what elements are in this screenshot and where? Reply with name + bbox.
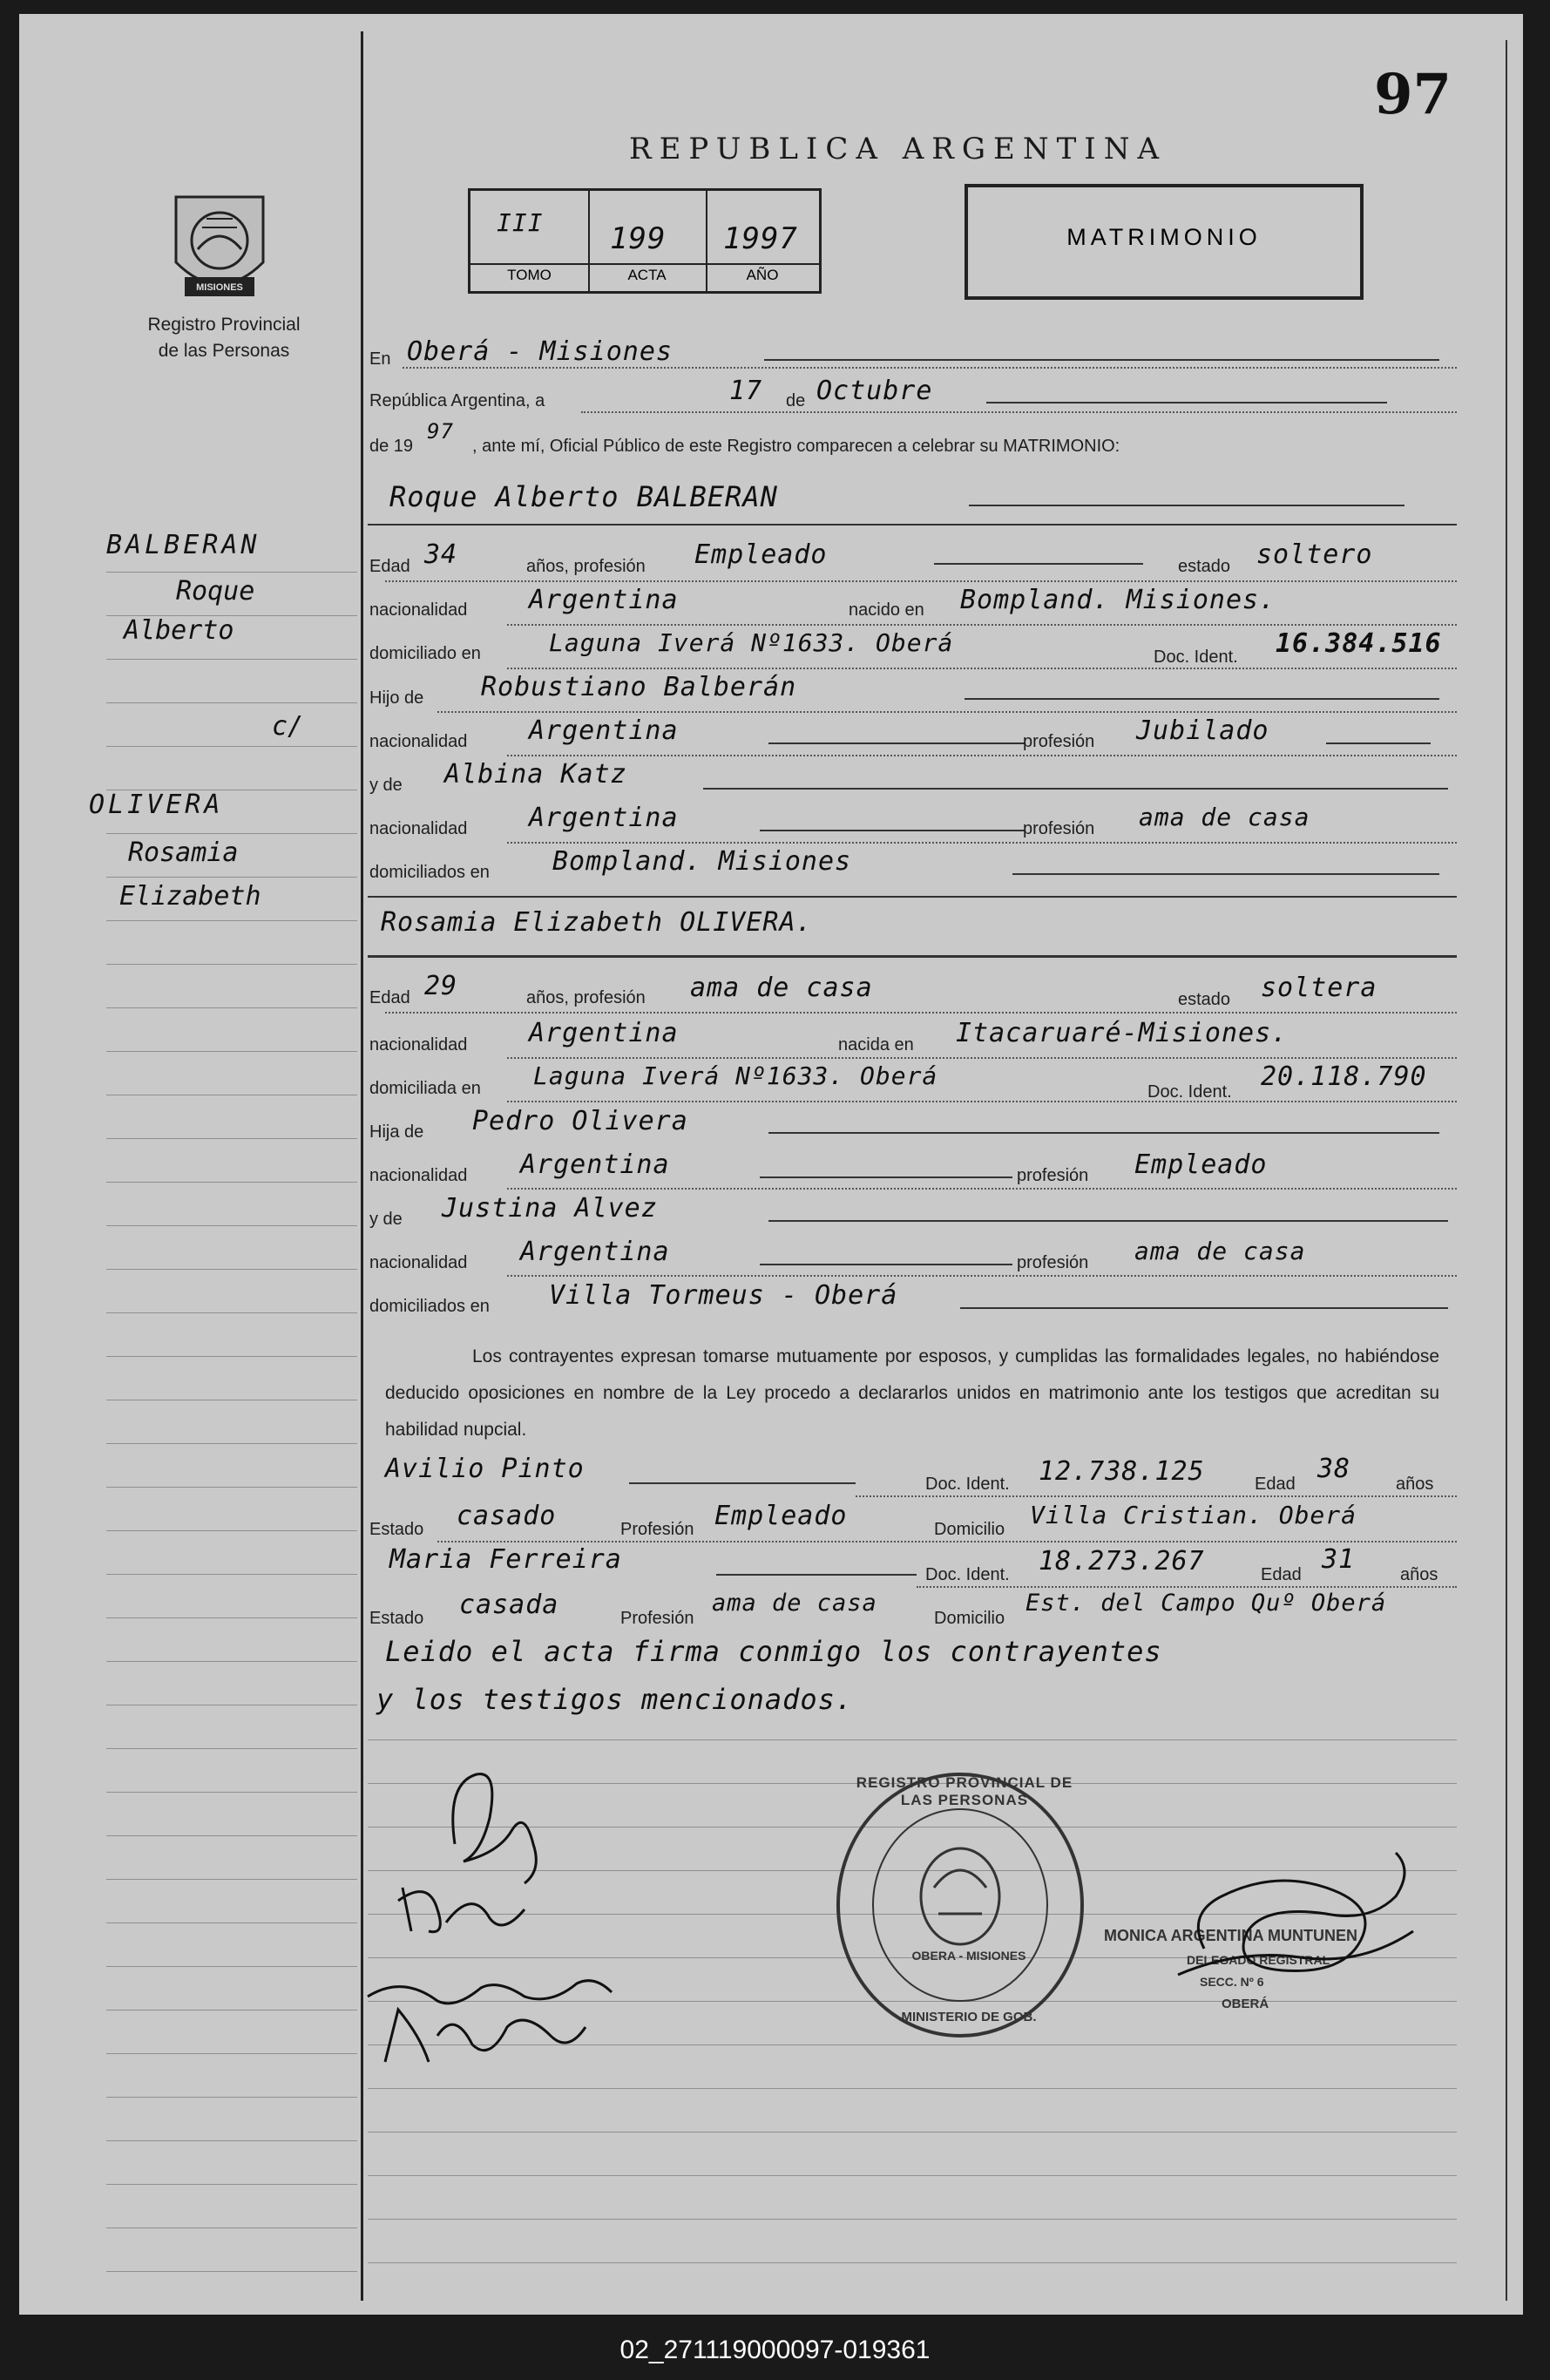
month-line [986, 402, 1387, 403]
groom-doc-label: Doc. Ident. [1154, 648, 1238, 667]
witness1-status: casado [457, 1501, 557, 1531]
groom-nationality: Argentina [529, 585, 679, 615]
witness1-age: 38 [1317, 1454, 1351, 1484]
witness1-anos-label: años [1396, 1475, 1434, 1494]
official-section: SECC. Nº 6 [1200, 1975, 1264, 1989]
bride-mother-nationality: Argentina [520, 1237, 670, 1267]
bride-profession: ama de casa [690, 973, 873, 1003]
signature-scribbles [350, 1748, 681, 2114]
sidebar-ruled-line [106, 2227, 357, 2228]
document-page [19, 14, 1523, 2315]
declaration-text: Los contrayentes expresan tomarse mutuamente por esposos, y cumplidas las formalidades legales, no habiéndose deducido oposiciones en nombre de la Ley procedo a declararlos unidos en matrimonio ante los testigos que acreditan su habilidad nupcial. [385, 1346, 1439, 1440]
round-seal-bottom: MINISTERIO DE GOB. [901, 2010, 1037, 2024]
year-prefix-label: de 19 [369, 437, 414, 456]
witness2-anos-label: años [1400, 1565, 1438, 1584]
sidebar-wife-surname: OLIVERA [89, 790, 224, 820]
bride-mother-profesion-label: profesión [1017, 1253, 1089, 1272]
official-name: MONICA ARGENTINA MUNTUNEN [1104, 1927, 1357, 1944]
sidebar-husband-given1: Roque [176, 576, 255, 607]
bride-mother-profession: ama de casa [1134, 1237, 1306, 1265]
marriage-day: 17 [729, 376, 763, 406]
groom-hijo-label: Hijo de [369, 688, 424, 708]
sidebar-ruled-line [106, 1051, 357, 1052]
witness2-name: Maria Ferreira [389, 1544, 622, 1575]
sidebar-ruled-line [106, 1269, 357, 1270]
bride-section-rule [368, 955, 1457, 958]
sidebar-ruled-line [106, 1617, 357, 1618]
bride-address: Laguna Iverá Nº1633. Oberá [533, 1061, 938, 1090]
bride-doc: 20.118.790 [1261, 1061, 1427, 1092]
bride-nationality: Argentina [529, 1018, 679, 1048]
witness2-address: Est. del Campo Quº Oberá [1025, 1590, 1387, 1617]
witness1-doc: 12.738.125 [1039, 1456, 1205, 1487]
sidebar-ruled-line [106, 2097, 357, 2098]
bride-nacida-label: nacida en [838, 1035, 914, 1054]
w1-row2-dots [437, 1541, 1457, 1543]
sidebar-ruled-line [106, 1748, 357, 1749]
bf-nat-line [760, 1176, 1012, 1178]
gparents-line [1012, 873, 1439, 875]
groom-name-line [969, 505, 1404, 506]
w2-dots [917, 1586, 1457, 1588]
page-number: 97 [1374, 62, 1452, 127]
sidebar-ruled-line [106, 1443, 357, 1444]
sidebar-ruled-line [106, 920, 357, 921]
witness1-domicilio-label: Domicilio [934, 1520, 1005, 1539]
witness2-age: 31 [1322, 1544, 1356, 1575]
bride-row3-dots [507, 1101, 1457, 1102]
sidebar-ruled-line [106, 833, 357, 834]
bride-mother-nacionalidad-label: nacionalidad [369, 1253, 468, 1272]
groom-mother-profession: ama de casa [1139, 803, 1310, 831]
seal-label-bottom: MISIONES [196, 282, 243, 293]
groom-full-name: Roque Alberto BALBERAN [389, 480, 778, 513]
bride-father-profession: Empleado [1134, 1149, 1268, 1180]
sidebar-ruled-line [106, 1356, 357, 1357]
groom-edad-label: Edad [369, 557, 410, 576]
tomo-label: TOMO [507, 267, 552, 283]
bride-edad-label: Edad [369, 988, 410, 1007]
sidebar-ruled-line [106, 2184, 357, 2185]
registry-name-line1: Registro Provincial [147, 315, 301, 335]
bride-civil-status: soltera [1261, 973, 1377, 1003]
sidebar-ruled-line [106, 1225, 357, 1226]
bparents-line [960, 1307, 1448, 1309]
bride-row7-dots [507, 1275, 1457, 1277]
groom-profession: Empleado [694, 539, 828, 570]
bride-father-line [768, 1132, 1439, 1134]
groom-row1-dots [385, 580, 1457, 582]
bride-birthplace: Itacaruaré-Misiones. [956, 1018, 1289, 1048]
sidebar-connector: c/ [272, 711, 304, 742]
witness1-profession: Empleado [714, 1501, 848, 1531]
groom-doc: 16.384.516 [1276, 628, 1442, 659]
content-ruled-line [368, 2262, 1457, 2263]
gf-nat-line [768, 742, 1025, 744]
sidebar-ruled-line [106, 1007, 357, 1008]
groom-row3-dots [507, 668, 1457, 669]
country-title: REPUBLICA ARGENTINA [629, 132, 1168, 166]
closing-note-line1: Leido el acta firma conmigo los contrayentes [385, 1635, 1162, 1668]
witness1-estado-label: Estado [369, 1520, 424, 1539]
sidebar-ruled-line [106, 1835, 357, 1836]
de-label: de [786, 391, 806, 410]
official-city: OBERÁ [1222, 1997, 1269, 2011]
official-signature [1152, 1818, 1431, 2010]
witness1-name: Avilio Pinto [385, 1454, 585, 1484]
bride-doc-label: Doc. Ident. [1147, 1082, 1232, 1102]
sidebar-ruled-line [106, 2053, 357, 2054]
footer-code: 02_271119000097-019361 [619, 2336, 931, 2364]
bm-nat-line [760, 1264, 1012, 1265]
content-ruled-line [368, 2219, 1457, 2220]
bride-parents-address: Villa Tormeus - Oberá [549, 1280, 898, 1311]
registry-name-line2: de las Personas [158, 341, 290, 361]
bride-row2-dots [507, 1057, 1457, 1059]
bride-mother-line [768, 1220, 1448, 1222]
gm-nat-line [760, 830, 1025, 831]
closing-note-line2: y los testigos mencionados. [376, 1683, 854, 1716]
witness2-status: casada [459, 1590, 559, 1620]
bride-estado-label: estado [1178, 990, 1231, 1009]
gf-prof-line [1326, 742, 1431, 744]
page-right-border [1506, 40, 1507, 2301]
official-title: DELEGADO REGISTRAL [1187, 1953, 1330, 1967]
witness2-doc-label: Doc. Ident. [925, 1565, 1010, 1584]
sidebar-ruled-line [106, 1966, 357, 1967]
sidebar-ruled-line [106, 1792, 357, 1793]
w2-name-line [716, 1574, 917, 1576]
sidebar-ruled-line [106, 964, 357, 965]
bride-father: Pedro Olivera [472, 1106, 688, 1136]
bride-row5-dots [507, 1188, 1457, 1190]
anio-label: AÑO [746, 267, 779, 283]
sidebar-ruled-line [106, 702, 357, 703]
bride-section-top [368, 896, 1457, 898]
sidebar-ruled-line [106, 1487, 357, 1488]
sidebar-ruled-line [106, 572, 357, 573]
groom-parents-address: Bompland. Misiones [552, 846, 852, 877]
sidebar-ruled-line [106, 2271, 357, 2272]
groom-row5-dots [507, 755, 1457, 756]
sidebar-wife-given1: Rosamia [128, 837, 239, 868]
bride-domiciliada-label: domiciliada en [369, 1079, 481, 1098]
groom-father: Robustiano Balberán [481, 672, 797, 702]
content-ruled-line [368, 2175, 1457, 2176]
en-label: En [369, 349, 391, 369]
bride-domiciliados-label: domiciliados en [369, 1297, 490, 1316]
bride-hija-label: Hija de [369, 1122, 424, 1142]
republica-dotline [581, 411, 1457, 413]
groom-father-profesion-label: profesión [1023, 732, 1095, 751]
groom-estado-label: estado [1178, 557, 1231, 576]
sidebar-ruled-line [106, 1182, 357, 1183]
bride-father-nacionalidad-label: nacionalidad [369, 1166, 468, 1185]
sidebar-ruled-line [106, 1879, 357, 1880]
bride-age: 29 [424, 971, 458, 1001]
father-line [965, 698, 1439, 700]
sidebar-ruled-line [106, 1530, 357, 1531]
groom-nacido-label: nacido en [849, 600, 924, 620]
groom-mother-profesion-label: profesión [1023, 819, 1095, 838]
bride-nacionalidad-label: nacionalidad [369, 1035, 468, 1054]
content-ruled-line [368, 2132, 1457, 2133]
bride-anos-profesion-label: años, profesión [526, 988, 646, 1007]
place-line [764, 359, 1439, 361]
mother-line [703, 788, 1448, 790]
witness2-doc: 18.273.267 [1039, 1546, 1205, 1576]
groom-civil-status: soltero [1256, 539, 1373, 570]
acta-value: 199 [610, 221, 667, 256]
record-index-box [468, 188, 822, 294]
groom-address: Laguna Iverá Nº1633. Oberá [549, 628, 954, 657]
bride-mother: Justina Alvez [442, 1193, 658, 1224]
groom-mother-nationality: Argentina [529, 803, 679, 833]
w1-dots [856, 1495, 1457, 1497]
sidebar-ruled-line [106, 1312, 357, 1313]
bride-father-nationality: Argentina [520, 1149, 670, 1180]
groom-nacionalidad-label: nacionalidad [369, 600, 468, 620]
sidebar-ruled-line [106, 1922, 357, 1923]
witness1-profesion-label: Profesión [620, 1520, 694, 1539]
groom-father-nacionalidad-label: nacionalidad [369, 732, 468, 751]
groom-row7-dots [507, 842, 1457, 844]
record-type: MATRIMONIO [1066, 224, 1262, 250]
groom-y-de-label: y de [369, 776, 403, 795]
bride-father-profesion-label: profesión [1017, 1166, 1089, 1185]
bride-y-de-label: y de [369, 1210, 403, 1229]
groom-row4-dots [437, 711, 1457, 713]
bride-row1-dots [385, 1012, 1457, 1014]
groom-row2-dots [507, 624, 1457, 626]
sidebar-ruled-line [106, 746, 357, 747]
sidebar-ruled-line [106, 2140, 357, 2141]
round-seal-text: REGISTRO PROVINCIAL DE LAS PERSONAS [856, 1774, 1073, 1808]
sidebar-husband-surname: BALBERAN [106, 530, 261, 560]
anio-value: 1997 [723, 221, 798, 256]
bride-full-name: Rosamia Elizabeth OLIVERA. [381, 907, 813, 938]
groom-father-profession: Jubilado [1136, 715, 1269, 746]
witness2-profession: ama de casa [712, 1590, 877, 1617]
witness1-edad-label: Edad [1255, 1475, 1296, 1494]
marriage-year-suffix: 97 [427, 419, 454, 444]
groom-section-rule [368, 524, 1457, 525]
sidebar-ruled-line [106, 1138, 357, 1139]
groom-mother: Albina Katz [444, 759, 627, 790]
groom-domiciliados-label: domiciliados en [369, 863, 490, 882]
record-type-box [965, 184, 1364, 300]
marriage-month: Octubre [816, 376, 933, 406]
content-ruled-line [368, 1739, 1457, 1740]
marriage-place: Oberá - Misiones [407, 336, 673, 367]
groom-prof-line [934, 563, 1143, 565]
groom-age: 34 [424, 539, 458, 570]
sidebar-wife-given2: Elizabeth [119, 881, 261, 912]
witness2-profesion-label: Profesión [620, 1609, 694, 1628]
sidebar-ruled-line [106, 1574, 357, 1575]
witness1-address: Villa Cristian. Oberá [1030, 1501, 1357, 1529]
acta-label: ACTA [627, 267, 667, 283]
intro-closing: , ante mí, Oficial Público de este Registro comparecen a celebrar su MATRIMONIO: [472, 437, 1120, 456]
witness1-doc-label: Doc. Ident. [925, 1475, 1010, 1494]
sidebar-ruled-line [106, 877, 357, 878]
republica-label: República Argentina, a [369, 391, 545, 410]
sidebar-ruled-line [106, 659, 357, 660]
groom-father-nationality: Argentina [529, 715, 679, 746]
w1-name-line [629, 1482, 856, 1484]
witness2-edad-label: Edad [1261, 1565, 1302, 1584]
sidebar-ruled-line [106, 1661, 357, 1662]
groom-birthplace: Bompland. Misiones. [960, 585, 1276, 615]
groom-anos-profesion-label: años, profesión [526, 557, 646, 576]
place-dotline [403, 367, 1457, 369]
witness2-domicilio-label: Domicilio [934, 1609, 1005, 1628]
sidebar-husband-given2: Alberto [124, 615, 234, 646]
round-seal-inner: OBERA - MISIONES [911, 1949, 1026, 1963]
witness2-estado-label: Estado [369, 1609, 424, 1628]
groom-domiciliado-label: domiciliado en [369, 644, 481, 663]
tomo-value: III [497, 208, 544, 237]
groom-mother-nacionalidad-label: nacionalidad [369, 819, 468, 838]
